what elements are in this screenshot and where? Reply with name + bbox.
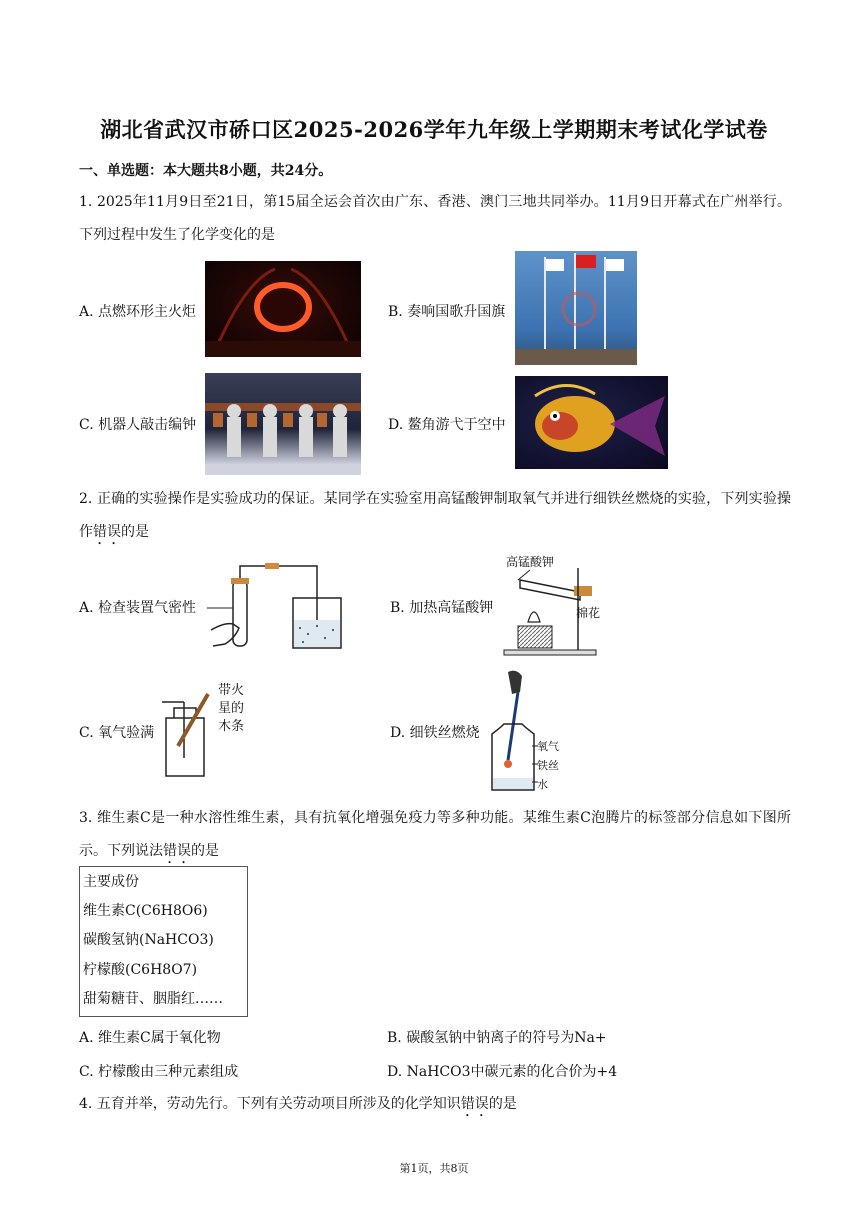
flag-ceremony-image xyxy=(515,251,637,365)
robot-bells-image xyxy=(205,373,361,475)
oxygen-label: 氧气 xyxy=(537,740,559,753)
iron-burning-diagram xyxy=(486,668,542,796)
label-line: 柠檬酸(C6H8O7) xyxy=(83,962,198,978)
fish-photo xyxy=(515,376,668,469)
emphasis-cuowu: 错误 xyxy=(460,1096,489,1112)
question-4-stem: 4. 五育并举，劳动先行。下列有关劳动项目所涉及的化学知识错误的是 xyxy=(79,1096,517,1112)
emphasis-cuowu: 错误 xyxy=(93,524,121,540)
question-1-stem: 1. 2025年11月9日至21日，第15届全运会首次由广东、香港、澳门三地共同举办。11月9日开幕式在广州举行。下列过程中发生了化学变化的是 xyxy=(79,194,791,243)
q2-option-b: B. 加热高锰酸钾 xyxy=(390,600,494,616)
label-line: 维生素C(C6H8O6) xyxy=(83,903,208,919)
flag-photo xyxy=(515,251,637,365)
q3-option-b: B. 碳酸氢钠中钠离子的符号为Na+ xyxy=(387,1030,607,1046)
question-2-stem: 2. 正确的实验操作是实验成功的保证。某同学在实验室用高锰酸钾制取氧气并进行细铁丝燃烧的实验，下列实验操作错误的是 xyxy=(79,491,791,540)
robot-photo xyxy=(205,373,361,475)
q2-option-d: D. 细铁丝燃烧 xyxy=(390,725,480,741)
q1-option-d: D. 鳌角游弋于空中 xyxy=(388,417,506,433)
vitamin-c-label-box xyxy=(79,866,248,1017)
q1-option-b: B. 奏响国歌升国旗 xyxy=(388,304,506,320)
emphasis-cuowu: 错误 xyxy=(163,843,191,859)
torch-ring-image xyxy=(205,261,361,357)
heating-diagram xyxy=(500,566,600,658)
q1-option-a: A. 点燃环形主火炬 xyxy=(79,304,197,320)
q3-option-d: D. NaHCO3中碳元素的化合价为+4 xyxy=(387,1064,618,1080)
cotton-label: 棉花 xyxy=(576,606,601,620)
q3-option-c: C. 柠檬酸由三种元素组成 xyxy=(79,1064,239,1080)
q1-option-c: C. 机器人敲击编钟 xyxy=(79,417,197,433)
question-3-stem: 3. 维生素C是一种水溶性维生素，具有抗氧化增强免疫力等多种功能。某维生素C泡腾片的标签部分信息如下图所示。下列说法错误的是 xyxy=(79,810,791,859)
page-footer: 第1页，共8页 xyxy=(399,1162,469,1175)
section-heading: 一、单选题：本大题共8小题，共24分。 xyxy=(79,163,333,179)
label-line: 主要成份 xyxy=(83,874,139,890)
flying-fish-image xyxy=(515,376,668,469)
torch-photo xyxy=(205,261,361,357)
label-line: 甜菊糖苷、胭脂红…… xyxy=(83,991,223,1007)
airtightness-diagram xyxy=(205,558,345,658)
q3-option-a: A. 维生素C属于氧化物 xyxy=(79,1030,221,1046)
page-title: 湖北省武汉市硚口区2025-2026学年九年级上学期期末考试化学试卷 xyxy=(100,117,768,142)
splint-label: 带火 星的 木条 xyxy=(218,683,245,734)
kmno4-label: 高锰酸钾 xyxy=(506,555,555,569)
label-line: 碳酸氢钠(NaHCO3) xyxy=(83,932,214,948)
q2-option-c: C. 氧气验满 xyxy=(79,725,155,741)
water-label: 水 xyxy=(537,778,548,791)
oxygen-test-diagram xyxy=(160,688,220,780)
iron-label: 铁丝 xyxy=(537,759,559,772)
q2-option-a: A. 检查装置气密性 xyxy=(79,600,197,616)
